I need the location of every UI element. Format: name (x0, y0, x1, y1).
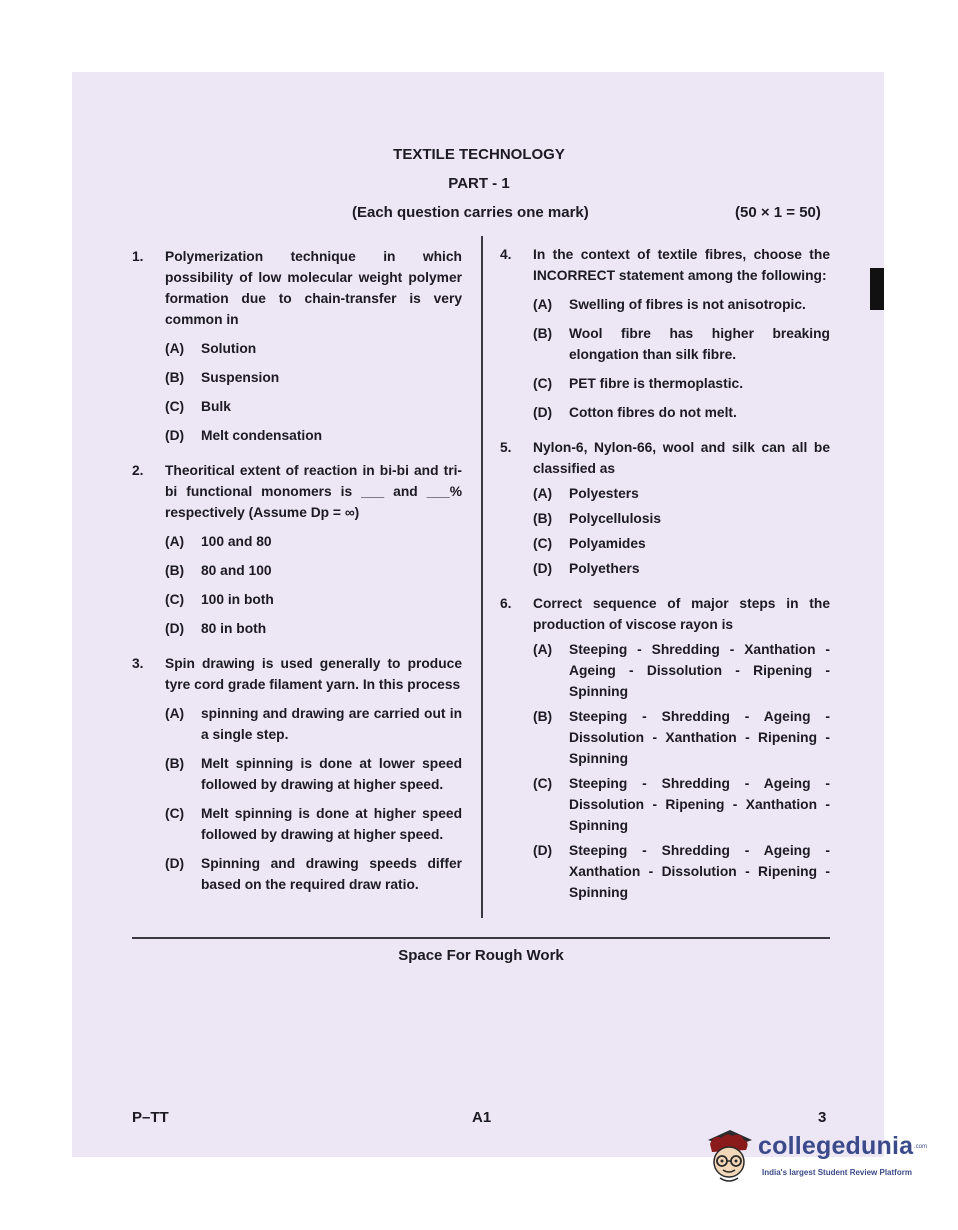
option (165, 753, 462, 795)
left-column (132, 246, 462, 909)
question-number: 5. (500, 440, 512, 455)
question-3 (132, 653, 462, 895)
option (165, 367, 462, 388)
option-label: (C) (165, 399, 185, 414)
right-column (500, 244, 830, 917)
question-1 (132, 246, 462, 446)
question-text: Spin drawing is used generally to produce tyre cord grade filament yarn. In this process (165, 656, 462, 692)
option (533, 373, 830, 394)
option (165, 703, 462, 745)
option (533, 706, 830, 769)
option-label: (A) (533, 642, 553, 657)
question-2 (132, 460, 462, 639)
question-4 (500, 244, 830, 423)
option-text: Steeping - Shredding - Xanthation - Ageing - Dissolution - Ripening - Spinning (569, 642, 830, 699)
option-text: Polyethers (569, 561, 640, 576)
question-5 (500, 437, 830, 579)
option-text: Bulk (201, 399, 231, 414)
option-text: 100 in both (201, 592, 274, 607)
question-text: Theoritical extent of reaction in bi-bi and tri-bi functional monomers is ___ and ___% respectively (Assume Dp = ∞) (165, 463, 462, 520)
option-label: (B) (533, 709, 553, 724)
option-label: (D) (165, 621, 185, 636)
option-label: (D) (165, 856, 185, 871)
question-number: 6. (500, 596, 512, 611)
column-divider (481, 236, 483, 918)
option (165, 560, 462, 581)
option-text: Spinning and drawing speeds differ based on the required draw ratio. (201, 856, 462, 892)
option-text: Solution (201, 341, 257, 356)
option-label: (C) (533, 376, 553, 391)
question-number: 2. (132, 463, 144, 478)
option-text: Steeping - Shredding - Ageing - Xanthation - Dissolution - Ripening - Spinning (569, 843, 830, 900)
option-text: Melt spinning is done at higher speed followed by drawing at higher speed. (201, 806, 462, 842)
option-label: (A) (533, 297, 553, 312)
option (165, 531, 462, 552)
option-label: (A) (165, 706, 185, 721)
option-text: Polyesters (569, 486, 639, 501)
question-number: 4. (500, 247, 512, 262)
option-label: (A) (165, 341, 185, 356)
option (165, 853, 462, 895)
option-label: (D) (165, 428, 185, 443)
option (533, 294, 830, 315)
option-text: Polycellulosis (569, 511, 662, 526)
option-text: 100 and 80 (201, 534, 272, 549)
page-edge-marker (870, 268, 884, 310)
option-label: (C) (165, 592, 185, 607)
option-label: (A) (533, 486, 553, 501)
option-text: Steeping - Shredding - Ageing - Dissolution - Xanthation - Ripening - Spinning (569, 709, 830, 766)
option (533, 402, 830, 423)
option-text: 80 in both (201, 621, 267, 636)
option-text: Cotton fibres do not melt. (569, 405, 737, 420)
total-marks: (50 × 1 = 50) (735, 204, 821, 221)
option (165, 338, 462, 359)
page-number: 3 (818, 1109, 827, 1126)
option-label: (C) (165, 806, 185, 821)
brand-tld: .com (914, 1144, 928, 1150)
option (165, 618, 462, 639)
rough-work-heading: Space For Rough Work (398, 947, 564, 964)
mascot-icon (700, 1126, 758, 1188)
question-text: Correct sequence of major steps in the production of viscose rayon is (533, 596, 830, 632)
option-text: Steeping - Shredding - Ageing - Dissolution - Ripening - Xanthation - Spinning (569, 776, 830, 833)
option-label: (D) (533, 405, 553, 420)
question-text: Polymerization technique in which possibility of low molecular weight polymer formation due to chain-transfer is very common in (165, 249, 462, 327)
rough-work-divider (132, 937, 830, 939)
option-label: (B) (165, 370, 185, 385)
question-number: 3. (132, 656, 144, 671)
question-number: 1. (132, 249, 144, 264)
option (533, 639, 830, 702)
brand-tagline: India's largest Student Review Platform (762, 1168, 912, 1177)
question-text: Nylon-6, Nylon-66, wool and silk can all be classified as (533, 440, 830, 476)
question-6 (500, 593, 830, 903)
option-text: Suspension (201, 370, 280, 385)
option-label: (B) (533, 511, 553, 526)
option-text: Polyamides (569, 536, 646, 551)
option-text: 80 and 100 (201, 563, 272, 578)
option-label: (C) (533, 776, 553, 791)
option-text: spinning and drawing are carried out in a single step. (201, 706, 462, 742)
option-label: (C) (533, 536, 553, 551)
collegedunia-watermark (700, 1122, 940, 1192)
option-label: (B) (165, 563, 185, 578)
option-label: (B) (165, 756, 185, 771)
option-text: PET fibre is thermoplastic. (569, 376, 744, 391)
part-heading: PART - 1 (448, 175, 510, 192)
option-label: (D) (533, 561, 553, 576)
option (533, 773, 830, 836)
set-code: A1 (472, 1109, 492, 1126)
option-label: (D) (533, 843, 553, 858)
option-text: Melt condensation (201, 428, 323, 443)
paper-title: TEXTILE TECHNOLOGY (393, 146, 565, 163)
option-text: Wool fibre has higher breaking elongation than silk fibre. (569, 326, 830, 362)
option (533, 533, 830, 554)
paper-code: P–TT (132, 1109, 169, 1126)
option (165, 589, 462, 610)
option-text: Swelling of fibres is not anisotropic. (569, 297, 806, 312)
option-label: (A) (165, 534, 185, 549)
option (533, 558, 830, 579)
brand-name: collegedunia (758, 1132, 914, 1160)
question-text: In the context of textile fibres, choose the INCORRECT statement among the following: (533, 247, 830, 283)
option (165, 803, 462, 845)
option (165, 396, 462, 417)
option (533, 840, 830, 903)
option-text: Melt spinning is done at lower speed followed by drawing at higher speed. (201, 756, 462, 792)
option (533, 483, 830, 504)
mark-instruction: (Each question carries one mark) (352, 204, 589, 221)
option (533, 323, 830, 365)
option-label: (B) (533, 326, 553, 341)
option (533, 508, 830, 529)
option (165, 425, 462, 446)
